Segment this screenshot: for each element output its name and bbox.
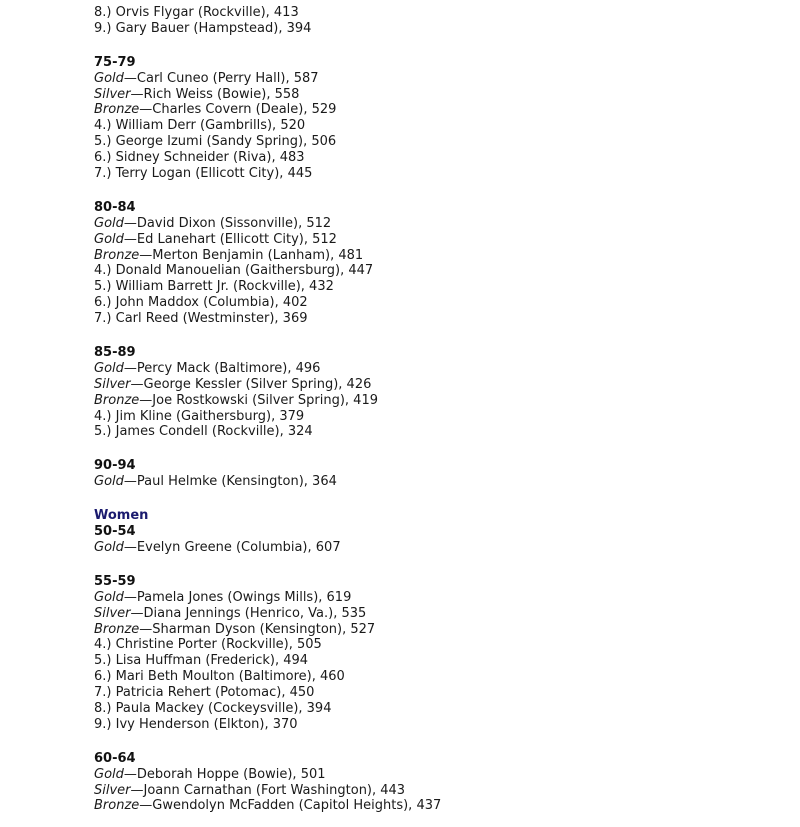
results-section: [94, 574, 784, 733]
medal-label: Gold: [94, 766, 124, 782]
competitor-result: Paula Mackey (Cockeysville), 394: [115, 700, 332, 716]
results-section: [94, 200, 784, 327]
medal-label: Bronze: [94, 247, 140, 263]
age-group-heading: 90-94: [94, 458, 136, 474]
competitor-result: Merton Benjamin (Lanham), 481: [152, 247, 364, 263]
place-number: 4.): [94, 408, 112, 424]
result-entry: Gold—Carl Cuneo (Perry Hall), 587: [94, 70, 319, 86]
place-number: 8.): [94, 5, 112, 20]
age-group-heading: 75-79: [94, 54, 136, 70]
place-number: 5.): [94, 279, 112, 295]
result-entry: Bronze—Joe Rostkowski (Silver Spring), 419: [94, 392, 378, 408]
competitor-result: Jim Kline (Gaithersburg), 379: [115, 408, 305, 424]
competitor-result: Rich Weiss (Bowie), 558: [143, 86, 300, 102]
competitor-result: George Izumi (Sandy Spring), 506: [115, 134, 337, 150]
result-entry: [94, 118, 784, 134]
result-entry: [94, 409, 784, 425]
result-entry: Gold—Deborah Hoppe (Bowie), 501: [94, 766, 326, 782]
result-entry: [94, 150, 784, 166]
result-entry: [94, 637, 784, 653]
result-entry: Gold—Paul Helmke (Kensington), 364: [94, 474, 337, 490]
place-number: 4.): [94, 263, 112, 279]
result-entry: Gold—Percy Mack (Baltimore), 496: [94, 360, 321, 376]
competitor-result: Orvis Flygar (Rockville), 413: [115, 5, 299, 20]
result-entry: Bronze—Sharman Dyson (Kensington), 527: [94, 621, 376, 637]
competitor-result: Donald Manouelian (Gaithersburg), 447: [115, 263, 374, 279]
result-entry: Silver—Joann Carnathan (Fort Washington), 443: [94, 782, 406, 798]
competitor-result: Sharman Dyson (Kensington), 527: [152, 621, 376, 637]
medal-label: Silver: [94, 782, 131, 798]
result-entry: [94, 134, 784, 150]
competitor-result: Paul Helmke (Kensington), 364: [136, 474, 337, 490]
result-entry: Bronze—Merton Benjamin (Lanham), 481: [94, 247, 364, 263]
competitor-result: Lisa Huffman (Frederick), 494: [115, 653, 309, 669]
result-entry: [94, 21, 784, 37]
competitor-result: Sidney Schneider (Riva), 483: [115, 150, 305, 166]
result-entry: [94, 717, 784, 733]
competitor-result: Pamela Jones (Owings Mills), 619: [136, 589, 352, 605]
place-number: 8.): [94, 700, 112, 716]
place-number: 4.): [94, 118, 112, 134]
medal-label: Gold: [94, 215, 124, 231]
results-document: [94, 5, 784, 814]
age-group-heading: 85-89: [94, 345, 136, 361]
medal-label: Silver: [94, 376, 131, 392]
result-entry: Bronze—Charles Covern (Deale), 529: [94, 102, 337, 118]
competitor-result: George Kessler (Silver Spring), 426: [143, 376, 372, 392]
competitor-result: William Barrett Jr. (Rockville), 432: [115, 279, 334, 295]
competitor-result: David Dixon (Sissonville), 512: [136, 215, 332, 231]
result-entry: [94, 295, 784, 311]
age-group-heading: 50-54: [94, 524, 136, 540]
medal-label: Silver: [94, 605, 131, 621]
competitor-result: Carl Reed (Westminster), 369: [115, 311, 308, 327]
competitor-result: Ed Lanehart (Ellicott City), 512: [136, 231, 337, 247]
competitor-result: John Maddox (Columbia), 402: [115, 295, 308, 311]
place-number: 7.): [94, 685, 112, 701]
place-number: 7.): [94, 166, 112, 182]
result-entry: Silver—Diana Jennings (Henrico, Va.), 535: [94, 605, 367, 621]
place-number: 6.): [94, 150, 112, 166]
competitor-result: Patricia Rehert (Potomac), 450: [115, 685, 315, 701]
place-number: 6.): [94, 669, 112, 685]
result-entry: [94, 166, 784, 182]
result-entry: [94, 685, 784, 701]
medal-label: Gold: [94, 360, 124, 376]
result-entry: [94, 653, 784, 669]
result-entry: Gold—Ed Lanehart (Ellicott City), 512: [94, 231, 337, 247]
medal-label: Gold: [94, 539, 124, 555]
competitor-result: Ivy Henderson (Elkton), 370: [115, 716, 298, 732]
medal-label: Gold: [94, 231, 124, 247]
competitor-result: James Condell (Rockville), 324: [115, 424, 313, 440]
results-section: [94, 5, 784, 37]
place-number: 9.): [94, 716, 112, 732]
place-number: 5.): [94, 653, 112, 669]
result-entry: Silver—George Kessler (Silver Spring), 426: [94, 376, 372, 392]
place-number: 4.): [94, 637, 112, 653]
age-group-heading: 55-59: [94, 573, 136, 589]
result-entry: [94, 311, 784, 327]
age-group-heading: 80-84: [94, 199, 136, 215]
competitor-result: Christine Porter (Rockville), 505: [115, 637, 322, 653]
result-entry: Gold—David Dixon (Sissonville), 512: [94, 215, 332, 231]
competitor-result: Gwendolyn McFadden (Capitol Heights), 437: [152, 798, 442, 814]
results-section: [94, 345, 784, 440]
medal-label: Bronze: [94, 621, 140, 637]
medal-label: Bronze: [94, 102, 140, 118]
medal-label: Gold: [94, 589, 124, 605]
competitor-result: Carl Cuneo (Perry Hall), 587: [136, 70, 319, 86]
competitor-result: Joann Carnathan (Fort Washington), 443: [143, 782, 406, 798]
competitor-result: William Derr (Gambrills), 520: [115, 118, 306, 134]
place-number: 5.): [94, 424, 112, 440]
competitor-result: Joe Rostkowski (Silver Spring), 419: [152, 392, 378, 408]
competitor-result: Terry Logan (Ellicott City), 445: [115, 166, 313, 182]
competitor-result: Diana Jennings (Henrico, Va.), 535: [143, 605, 367, 621]
results-section: [94, 751, 784, 815]
results-section: [94, 508, 784, 556]
result-entry: [94, 5, 784, 21]
competitor-result: Gary Bauer (Hampstead), 394: [115, 20, 312, 36]
competitor-result: Deborah Hoppe (Bowie), 501: [136, 766, 326, 782]
result-entry: [94, 701, 784, 717]
result-entry: [94, 424, 784, 440]
result-entry: [94, 669, 784, 685]
result-entry: [94, 279, 784, 295]
medal-label: Silver: [94, 86, 131, 102]
place-number: 7.): [94, 311, 112, 327]
result-entry: [94, 263, 784, 279]
competitor-result: Evelyn Greene (Columbia), 607: [136, 539, 341, 555]
place-number: 6.): [94, 295, 112, 311]
result-entry: Silver—Rich Weiss (Bowie), 558: [94, 86, 300, 102]
age-group-heading: 60-64: [94, 750, 136, 766]
medal-label: Gold: [94, 70, 124, 86]
place-number: 9.): [94, 20, 112, 36]
group-heading: Women: [94, 508, 149, 524]
result-entry: Bronze—Gwendolyn McFadden (Capitol Heights), 437: [94, 798, 442, 814]
result-entry: Gold—Evelyn Greene (Columbia), 607: [94, 539, 341, 555]
results-section: [94, 55, 784, 182]
medal-label: Bronze: [94, 798, 140, 814]
competitor-result: Mari Beth Moulton (Baltimore), 460: [115, 669, 345, 685]
place-number: 5.): [94, 134, 112, 150]
result-entry: Gold—Pamela Jones (Owings Mills), 619: [94, 589, 352, 605]
medal-label: Gold: [94, 474, 124, 490]
competitor-result: Percy Mack (Baltimore), 496: [136, 360, 321, 376]
results-section: [94, 458, 784, 490]
medal-label: Bronze: [94, 392, 140, 408]
competitor-result: Charles Covern (Deale), 529: [152, 102, 337, 118]
